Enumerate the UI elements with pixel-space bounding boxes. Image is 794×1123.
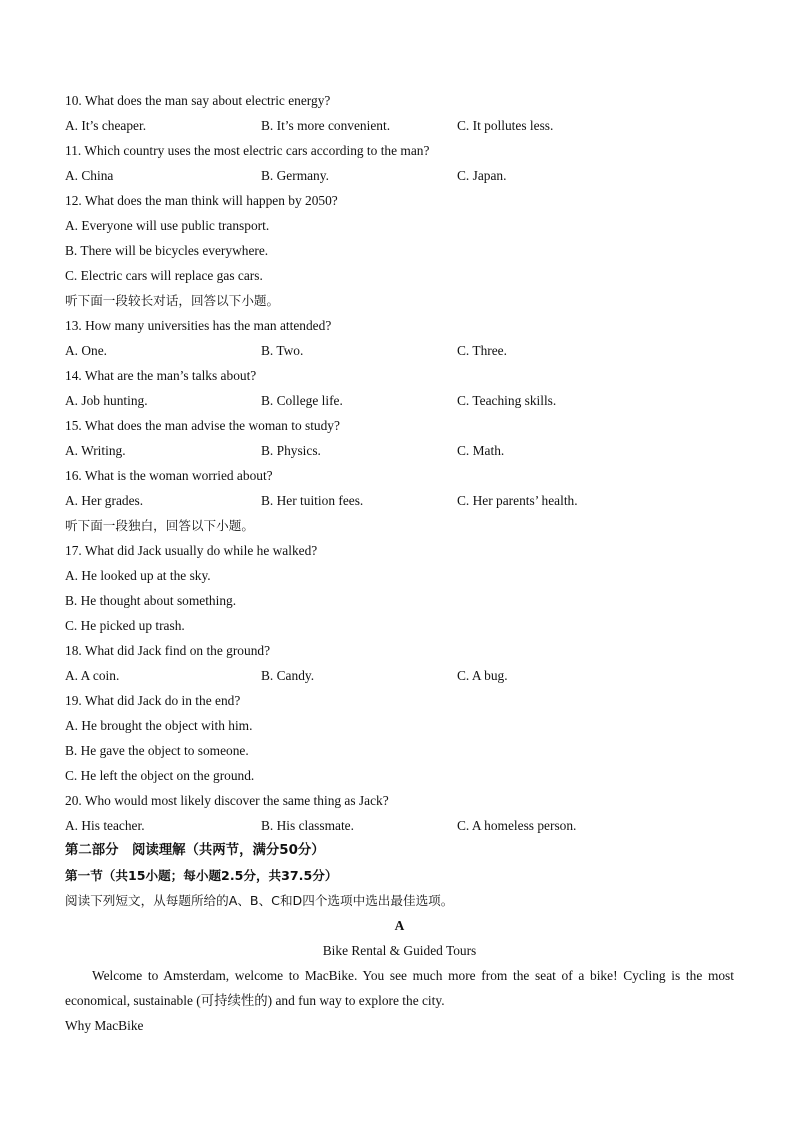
question-stem: 18. What did Jack find on the ground? — [65, 643, 271, 658]
option-c: C. Math. — [457, 443, 505, 458]
question-stem: 14. What are the man’s talks about? — [65, 368, 257, 383]
question-stem: 10. What does the man say about electric energy? — [65, 93, 331, 108]
option-a: A. His teacher. — [65, 818, 145, 833]
option-b: B. College life. — [261, 393, 343, 408]
question-stem: 17. What did Jack usually do while he walked? — [65, 543, 318, 558]
option-c: C. He picked up trash. — [65, 618, 185, 633]
question-stem: 16. What is the woman worried about? — [65, 468, 273, 483]
instruction-monologue: 听下面一段独白，回答以下小题。 — [65, 518, 254, 533]
reading-directions: 阅读下列短文，从每题所给的A、B、C和D四个选项中选出最佳选项。 — [65, 893, 454, 908]
option-c: C. Japan. — [457, 168, 507, 183]
passage-title: Bike Rental & Guided Tours — [322, 943, 477, 958]
option-a: A. Her grades. — [65, 493, 144, 508]
option-a: A. One. — [65, 343, 108, 358]
option-c: C. Her parents’ health. — [457, 493, 578, 508]
question-stem: 20. Who would most likely discover the same thing as Jack? — [65, 793, 389, 808]
options-row — [65, 488, 734, 513]
option-b: B. His classmate. — [261, 818, 354, 833]
question-stem: 12. What does the man think will happen by 2050? — [65, 193, 338, 208]
option-b: B. Physics. — [261, 443, 321, 458]
option-a: A. It’s cheaper. — [65, 118, 147, 133]
options-row — [65, 813, 734, 838]
option-b: B. Candy. — [261, 668, 315, 683]
instruction-long-dialogue: 听下面一段较长对话，回答以下小题。 — [65, 293, 280, 308]
option-a: A. Job hunting. — [65, 393, 148, 408]
part2-title: 第二部分 阅读理解（共两节，满分50分） — [65, 843, 325, 858]
passage-subheading: Why MacBike — [65, 1018, 144, 1033]
question-stem: 11. Which country uses the most electric cars according to the man? — [65, 143, 430, 158]
options-row — [65, 438, 734, 463]
option-a: A. A coin. — [65, 668, 120, 683]
option-b: B. Two. — [261, 343, 304, 358]
options-row — [65, 338, 734, 363]
option-c: C. Teaching skills. — [457, 393, 557, 408]
option-a: A. Everyone will use public transport. — [65, 218, 270, 233]
option-c: C. Electric cars will replace gas cars. — [65, 268, 263, 283]
option-a: A. He brought the object with him. — [65, 718, 253, 733]
option-c: C. A bug. — [457, 668, 508, 683]
passage-paragraph: Welcome to Amsterdam, welcome to MacBike. You see much more from the seat of a bike! Cycling is the most economical, sustainable (可持续性的) and fun way to explore the city. — [65, 968, 734, 1008]
option-b: B. He gave the object to someone. — [65, 743, 249, 758]
question-stem: 13. How many universities has the man attended? — [65, 318, 332, 333]
option-b: B. There will be bicycles everywhere. — [65, 243, 269, 258]
options-row — [65, 113, 734, 138]
option-a: A. China — [65, 168, 114, 183]
option-b: B. Her tuition fees. — [261, 493, 364, 508]
options-row — [65, 388, 734, 413]
option-b: B. It’s more convenient. — [261, 118, 391, 133]
section1-title: 第一节（共15小题；每小题2.5分，共37.5分） — [65, 868, 338, 883]
question-stem: 15. What does the man advise the woman to study? — [65, 418, 340, 433]
option-c: C. A homeless person. — [457, 818, 577, 833]
question-stem: 19. What did Jack do in the end? — [65, 693, 241, 708]
option-c: C. It pollutes less. — [457, 118, 554, 133]
option-b: B. Germany. — [261, 168, 329, 183]
option-a: A. He looked up at the sky. — [65, 568, 211, 583]
options-row — [65, 663, 734, 688]
option-a: A. Writing. — [65, 443, 126, 458]
passage-label: A — [394, 918, 405, 933]
options-row — [65, 163, 734, 188]
option-b: B. He thought about something. — [65, 593, 237, 608]
option-c: C. He left the object on the ground. — [65, 768, 255, 783]
option-c: C. Three. — [457, 343, 507, 358]
exam-page — [65, 88, 734, 1038]
